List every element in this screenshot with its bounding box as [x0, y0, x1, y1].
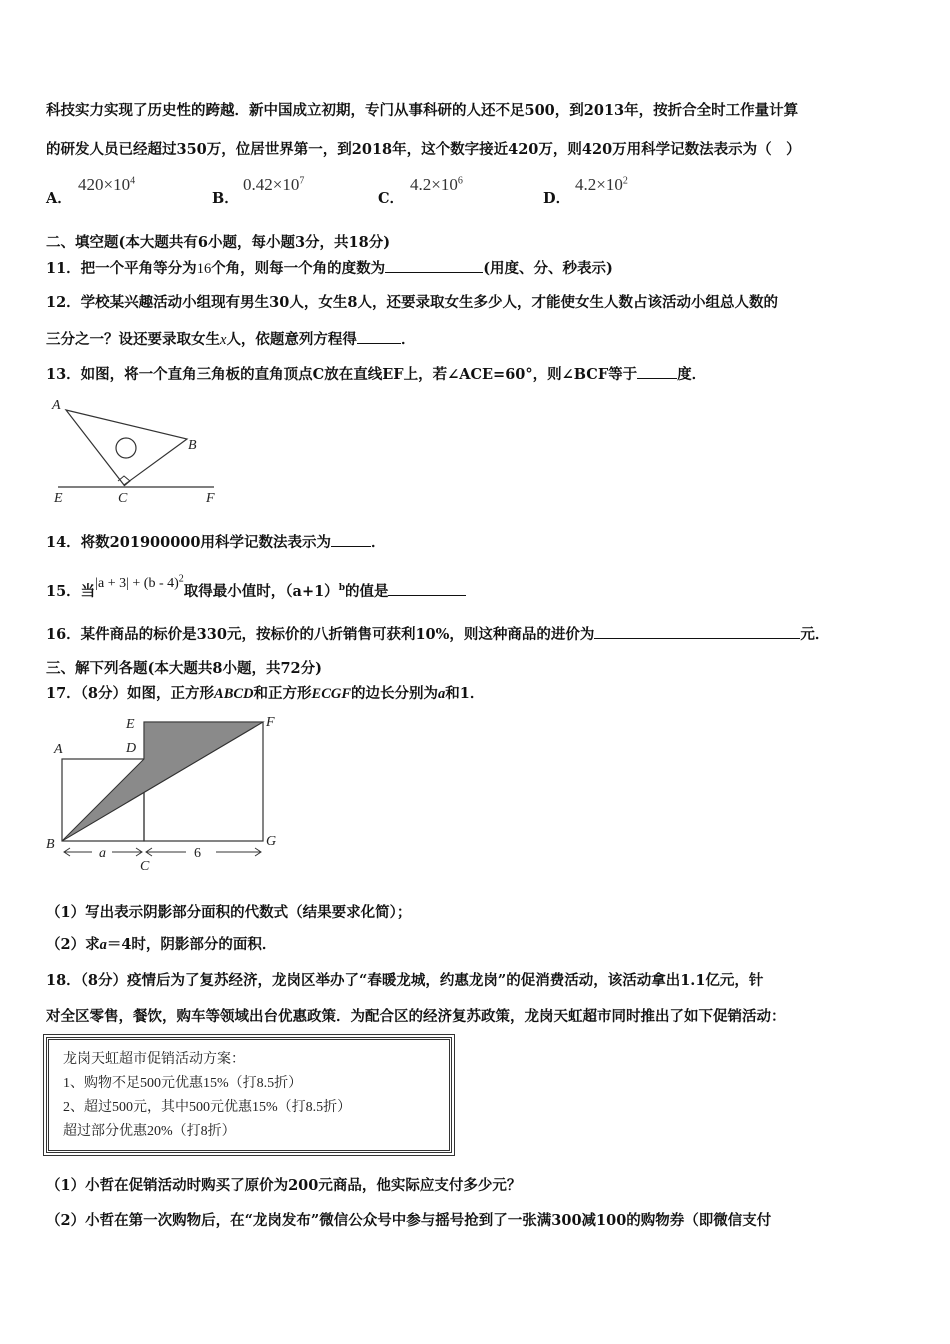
q10-option-a-value: $420\times 10^4$ — [78, 175, 136, 194]
q12-answer-blank[interactable] — [357, 329, 401, 344]
promotion-rule-2: 2、超过500元，其中500元优惠15%（打8.5折） — [63, 1100, 352, 1115]
q13-triangle-figure — [46, 395, 236, 510]
q17: 17．（8分）如图，正方形ABCD和正方形ECGF的边长分别为a和1． — [46, 685, 485, 702]
q12-line2: 三分之一？设还要录取女生x人，依题意列方程得 ． — [46, 331, 416, 348]
q18-line1: 18．（8分）疫情后为了复苏经济，龙岗区举办了“春暖龙城，约惠龙岗”的促消费活动，该活动拿出1.1亿元，针 — [46, 972, 764, 989]
q10-option-a-label: A． — [46, 190, 72, 207]
q15-expression: |a + 3| + (b - 4)$^2$ — [95, 573, 184, 591]
q15: 15．当|a + 3| + (b - 4)$^2$取得最小值时，$(a+1)^b$的值是 — [46, 578, 466, 603]
q14-answer-blank[interactable] — [331, 532, 371, 547]
q18-sub1: （1）小哲在促销活动时购买了原价为200元商品，他实际应支付多少元？ — [46, 1177, 522, 1194]
label-e: E — [126, 717, 135, 732]
label-f: F — [206, 491, 215, 506]
promotion-title: 龙岗天虹超市促销活动方案： — [63, 1052, 245, 1067]
section2-heading: 二、填空题(本大题共有6小题，每小题3分，共18分) — [46, 234, 391, 251]
label-g: G — [266, 834, 277, 849]
q10-option-c-label: C． — [378, 190, 405, 207]
q10-line2: 的研发人员已经超过350万，位居世界第一，到2018年，这个数字接近420万，则420万用科学记数法表示为（ ） — [46, 141, 801, 158]
q15-answer-blank[interactable] — [388, 581, 466, 596]
promotion-rule-1: 1、购物不足500元优惠15%（打8.5折） — [63, 1076, 303, 1091]
q13-answer-blank[interactable] — [637, 364, 677, 379]
q10-option-c-value: $4.2\times 10^6$ — [410, 175, 463, 194]
triangle-hole — [116, 438, 136, 458]
q16-answer-blank[interactable] — [594, 624, 800, 639]
q17-sub2: （2）求a＝4时，阴影部分的面积． — [46, 936, 277, 953]
triangle-abc — [66, 410, 187, 485]
q14: 14．将数201900000用科学记数法表示为 ． — [46, 534, 386, 551]
label-f: F — [266, 715, 275, 730]
q18-line2: 对全区零售，餐饮，购车等领域出台优惠政策．为配合区的经济复苏政策，龙岗天虹超市同时推出了如下促销活动： — [46, 1008, 786, 1025]
q10-option-b-label: B． — [212, 190, 239, 207]
q10-line1: 科技实力实现了历史性的跨越．新中国成立初期，专门从事科研的人还不足500，到2013年，按折合全时工作量计算 — [46, 102, 799, 119]
q17-squares-figure — [44, 712, 294, 877]
q16: 16．某件商品的标价是330元，按标价的八折销售可获利10%，则这种商品的进价为 元． — [46, 626, 830, 643]
q12-line1: 12．学校某兴趣活动小组现有男生30人，女生8人，还要录取女生多少人，才能使女生人数占该活动小组总人数的 — [46, 294, 778, 311]
q11-answer-blank[interactable] — [385, 258, 483, 273]
q13: 13．如图，将一个直角三角板的直角顶点C放在直线EF上，若∠ACE=60°，则∠BCF等于 度． — [46, 366, 707, 383]
label-a-length: a — [99, 846, 106, 861]
label-b: B — [46, 837, 55, 852]
q10-option-d-value: $4.2\times 10^2$ — [575, 175, 628, 194]
label-b: B — [188, 438, 197, 453]
label-c: C — [140, 859, 150, 874]
q11: 11．把一个平角等分为16个角，则每一个角的度数为 (用度、分、秒表示) — [46, 260, 613, 277]
label-c: C — [118, 491, 128, 506]
q10-option-d-label: D． — [543, 190, 571, 207]
q18-sub2: （2）小哲在第一次购物后，在“龙岗发布”微信公众号中参与摇号抢到了一张满300减100的购物券（即微信支付 — [46, 1212, 772, 1229]
promotion-box — [46, 1037, 452, 1153]
label-e: E — [54, 491, 63, 506]
label-a: A — [52, 398, 61, 413]
label-d: D — [126, 741, 137, 756]
q17-sub1: （1）写出表示阴影部分面积的代数式（结果要求化简）； — [46, 904, 412, 921]
label-6-length: 6 — [194, 846, 201, 861]
label-a: A — [54, 742, 63, 757]
promotion-rule-2b: 超过部分优惠20%（打8折） — [63, 1124, 236, 1139]
q10-option-b-value: $0.42\times 10^7$ — [243, 175, 305, 194]
section3-heading: 三、解下列各题(本大题共8小题，共72分) — [46, 660, 322, 677]
